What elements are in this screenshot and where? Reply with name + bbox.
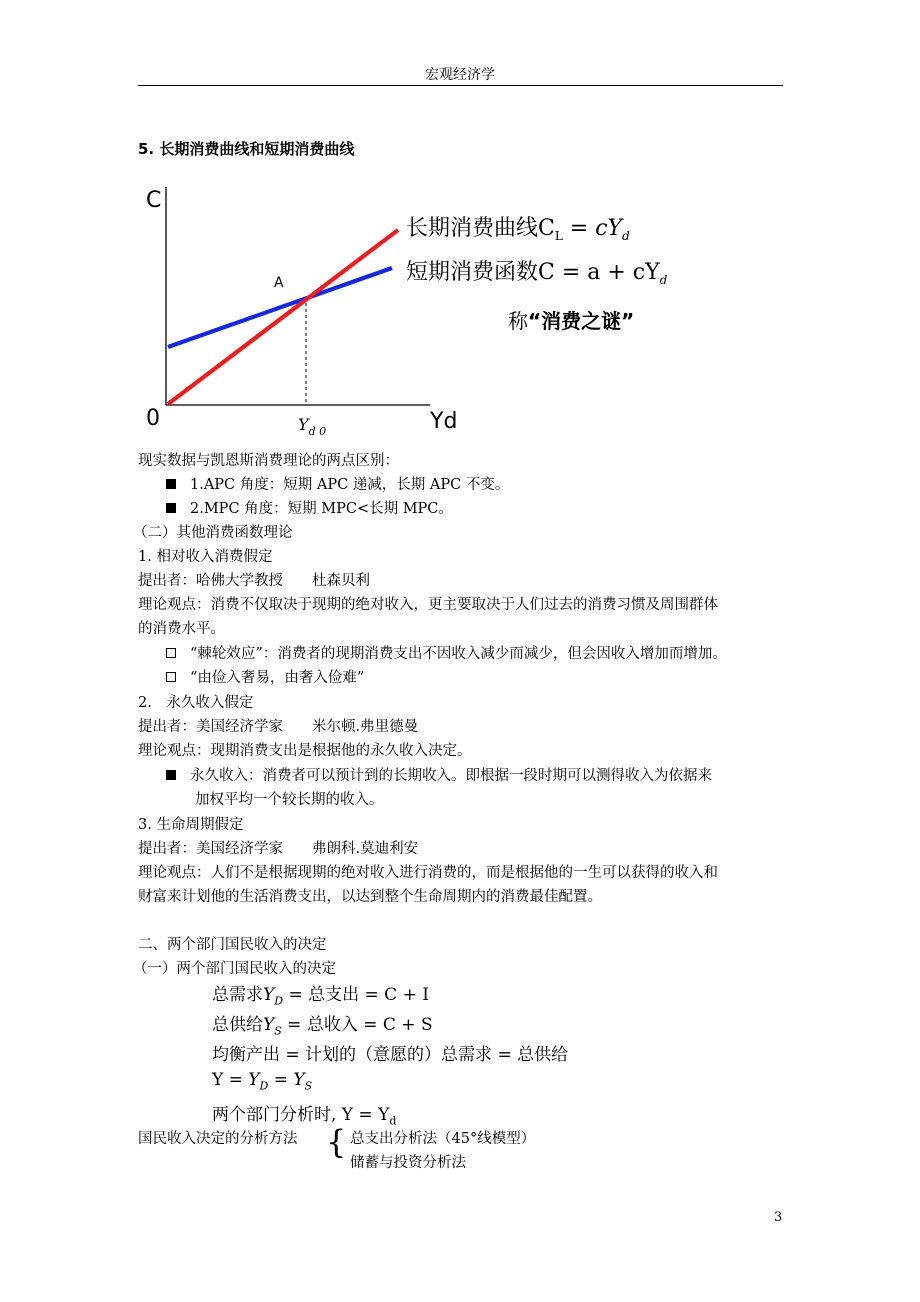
life-cycle-view-1: 理论观点：人们不是根据现期的绝对收入进行消费的，而是根据他的一生可以获得的收入和 (138, 865, 718, 881)
eq1-var: Y (263, 985, 275, 1005)
square-bullet-icon (166, 770, 176, 780)
permanent-income-item-text-2: 加权平均一个较长期的收入。 (195, 792, 384, 808)
method-item-1: 总支出分析法（45°线模型） (350, 1131, 536, 1147)
eq2-var: Y (263, 1015, 275, 1035)
diff-item-2 (166, 498, 453, 520)
hollow-square-bullet-icon (166, 672, 176, 682)
point-a-label: A (274, 275, 284, 291)
life-cycle-proposer: 提出者：美国经济学家 弗朗科.莫迪利安 (138, 841, 419, 857)
part2-title: 二、两个部门国民收入的决定 (138, 937, 327, 953)
heading-permanent-income: 2. 永久收入假定 (138, 695, 254, 711)
eq4-a: Y = (212, 1070, 249, 1090)
method-item-2: 储蓄与投资分析法 (350, 1155, 466, 1171)
y-axis-label: C (146, 188, 162, 213)
equation-aggregate-supply (212, 1010, 433, 1037)
yd0-marker (298, 415, 326, 438)
methods-brace: { (326, 1123, 347, 1161)
short-run-label (406, 260, 668, 287)
methods-label: 国民收入决定的分析方法 (138, 1131, 298, 1147)
section-title: 5. 长期消费曲线和短期消费曲线 (138, 140, 355, 158)
life-cycle-view-2: 财富来计划他的生活消费支出，以达到整个生命周期内的消费最佳配置。 (138, 889, 602, 905)
eq5-text: 两个部门分析时, Y = Y (212, 1105, 390, 1125)
saying-item (166, 667, 364, 689)
equation-aggregate-demand (212, 980, 429, 1007)
consumption-puzzle-note (508, 309, 634, 333)
eq4-var1: Y (248, 1070, 260, 1090)
long-run-formula-sub: d (622, 229, 630, 243)
long-run-label-text: 长期消费曲线C (406, 216, 555, 241)
page-header: 宏观经济学 (425, 67, 495, 83)
eq2-pre: 总供给 (212, 1015, 263, 1035)
note-bold: “消费之谜” (528, 309, 635, 333)
eq4-var2: Y (293, 1070, 305, 1090)
eq4-sub2: S (304, 1079, 313, 1093)
relative-income-view-2: 的消费水平。 (138, 621, 225, 637)
origin-label: 0 (146, 406, 160, 431)
ratchet-effect-item (166, 643, 727, 665)
diff-item-1-text: 1.APC 角度：短期 APC 递减，长期 APC 不变。 (190, 477, 510, 493)
page-number: 3 (774, 1210, 783, 1225)
hollow-square-bullet-icon (166, 648, 176, 658)
short-run-label-text: 短期消费函数C = a + cY (406, 260, 660, 285)
yd0-sub: d 0 (308, 425, 327, 438)
note-prefix: 称 (508, 309, 528, 333)
part2-subtitle: （一）两个部门国民收入的决定 (133, 961, 336, 977)
permanent-income-item-text-1: 永久收入：消费者可以预计到的长期收入。即根据一段时期可以测得收入为依据来 (190, 768, 712, 784)
eq2-post: = 总收入 = C + S (281, 1015, 433, 1035)
heading-relative-income: 1. 相对收入消费假定 (138, 549, 273, 565)
permanent-income-item (166, 765, 712, 787)
long-run-consumption-line (168, 230, 398, 404)
square-bullet-icon (166, 479, 176, 489)
relative-income-view-1: 理论观点：消费不仅取决于现期的绝对收入，更主要取决于人们过去的消费习惯及周围群体 (138, 597, 718, 613)
header-rule (138, 85, 783, 86)
subheading-other-theories: （二）其他消费函数理论 (133, 525, 293, 541)
relative-income-proposer: 提出者：哈佛大学教授 杜森贝利 (138, 573, 370, 589)
consumption-diagram (130, 175, 670, 445)
eq4-sub1: D (259, 1079, 269, 1093)
x-axis-label: Yd (430, 409, 458, 434)
yd0-base: Y (298, 415, 309, 434)
diff-item-2-text: 2.MPC 角度：短期 MPC<长期 MPC。 (190, 501, 453, 517)
long-run-label (406, 216, 630, 243)
equation-two-sector (212, 1100, 396, 1127)
long-run-label-sub: L (554, 229, 563, 243)
eq5-sub: d (389, 1114, 397, 1128)
eq1-pre: 总需求 (212, 985, 263, 1005)
ratchet-effect-text: “棘轮效应”：消费者的现期消费支出不因收入减少而减少，但会因收入增加而增加。 (190, 646, 727, 662)
square-bullet-icon (166, 503, 176, 513)
saying-text: “由俭入奢易，由奢入俭难” (190, 670, 365, 686)
heading-life-cycle: 3. 生命周期假定 (138, 817, 244, 833)
eq1-sub: D (274, 994, 284, 1008)
equation-y-equality (212, 1070, 312, 1092)
long-run-formula: = cY (562, 216, 623, 241)
permanent-income-view: 理论观点：现期消费支出是根据他的永久收入决定。 (138, 743, 472, 759)
short-run-label-sub: d (659, 273, 668, 287)
permanent-income-proposer: 提出者：美国经济学家 米尔顿.弗里德曼 (138, 719, 419, 735)
diff-intro: 现实数据与凯恩斯消费理论的两点区别： (138, 453, 399, 469)
equation-equilibrium: 均衡产出 = 计划的（意愿的）总需求 = 总供给 (212, 1045, 569, 1065)
eq1-post: = 总支出 = C + I (283, 985, 429, 1005)
diff-item-1 (166, 474, 509, 496)
eq2-sub: S (274, 1024, 282, 1038)
eq4-mid: = (268, 1070, 294, 1090)
